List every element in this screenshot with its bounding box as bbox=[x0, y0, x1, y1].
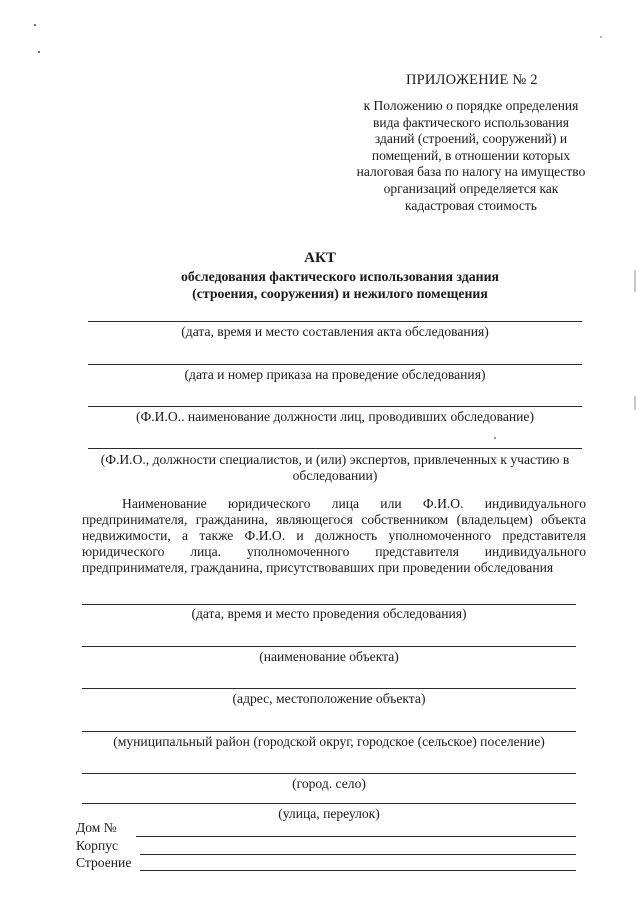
fill-line-municipality[interactable] bbox=[82, 731, 576, 732]
appendix-line: кадастровая стоимость bbox=[405, 197, 537, 213]
appendix-line: зданий (строений, сооружений) и bbox=[374, 131, 568, 147]
caption-inspection-date: (дата, время и место проведения обследования) bbox=[191, 606, 467, 621]
scan-edge-mark bbox=[634, 396, 636, 410]
fill-line-street[interactable] bbox=[82, 803, 576, 804]
scan-speck bbox=[34, 24, 36, 26]
scan-speck bbox=[38, 51, 40, 53]
appendix-line: помещений, в отношении которых bbox=[371, 147, 571, 163]
fill-line-building[interactable] bbox=[140, 854, 576, 855]
label-building: Корпус bbox=[76, 838, 119, 853]
caption-street: (улица, переулок) bbox=[278, 806, 380, 821]
appendix-line: к Положению о порядке определения bbox=[363, 98, 579, 113]
appendix-subtitle bbox=[340, 98, 602, 214]
caption-city: (город. село) bbox=[292, 776, 366, 791]
act-subtitle-line: обследования фактического использования здания bbox=[180, 269, 500, 284]
fill-line-structure[interactable] bbox=[140, 870, 576, 871]
appendix-line: организаций определяется как bbox=[383, 180, 559, 196]
caption-municipality: (муниципальный район (городской округ, городское (сельское) поселение) bbox=[113, 734, 545, 749]
caption-experts: (Ф.И.О., должности специалистов, и (или) экспертов, привлеченных к участию в обследовании) bbox=[100, 452, 570, 483]
scan-speck bbox=[600, 36, 602, 38]
fill-line-house[interactable] bbox=[136, 836, 576, 837]
act-subtitle-line: (строения, сооружения) и нежилого помещения bbox=[192, 286, 488, 301]
fill-line-order[interactable] bbox=[88, 364, 582, 365]
fill-line-inspectors[interactable] bbox=[88, 406, 582, 407]
fill-line-address[interactable] bbox=[82, 688, 576, 689]
label-house-number: Дом № bbox=[76, 820, 117, 835]
fill-line-city[interactable] bbox=[82, 773, 576, 774]
fill-line-object-name[interactable] bbox=[82, 646, 576, 647]
appendix-line: вида фактического использования bbox=[373, 114, 569, 130]
caption-address: (адрес, местоположение объекта) bbox=[232, 691, 426, 706]
appendix-line: налоговая база по налогу на имущество bbox=[356, 164, 586, 180]
act-subtitle bbox=[110, 268, 570, 302]
caption-act-date: (дата, время и место составления акта обследования) bbox=[181, 324, 489, 339]
act-title: АКТ bbox=[304, 250, 336, 266]
fill-line-inspection-date[interactable] bbox=[82, 604, 576, 605]
fill-line-experts[interactable] bbox=[88, 448, 582, 449]
caption-order: (дата и номер приказа на проведение обследования) bbox=[184, 367, 486, 382]
caption-object-name: (наименование объекта) bbox=[259, 649, 399, 664]
scan-speck bbox=[494, 437, 496, 439]
label-structure: Строение bbox=[76, 855, 132, 870]
body-paragraph: Наименование юридического лица или Ф.И.О. индивидуального предпринимателя, гражданина, являющегося собственником (владельцем) объекта недвижимости, а также Ф.И.О. и должность уполномоченного представителя юридического лица. уполномоченного представителя индивидуального предпринимателя, гражданина, присутствовавших при проведении обследования bbox=[82, 496, 586, 575]
appendix-title: ПРИЛОЖЕНИЕ № 2 bbox=[406, 72, 538, 88]
caption-inspectors: (Ф.И.О.. наименование должности лиц, проводивших обследование) bbox=[136, 409, 534, 424]
scan-edge-mark bbox=[634, 270, 636, 292]
fill-line-act-date[interactable] bbox=[88, 321, 582, 322]
